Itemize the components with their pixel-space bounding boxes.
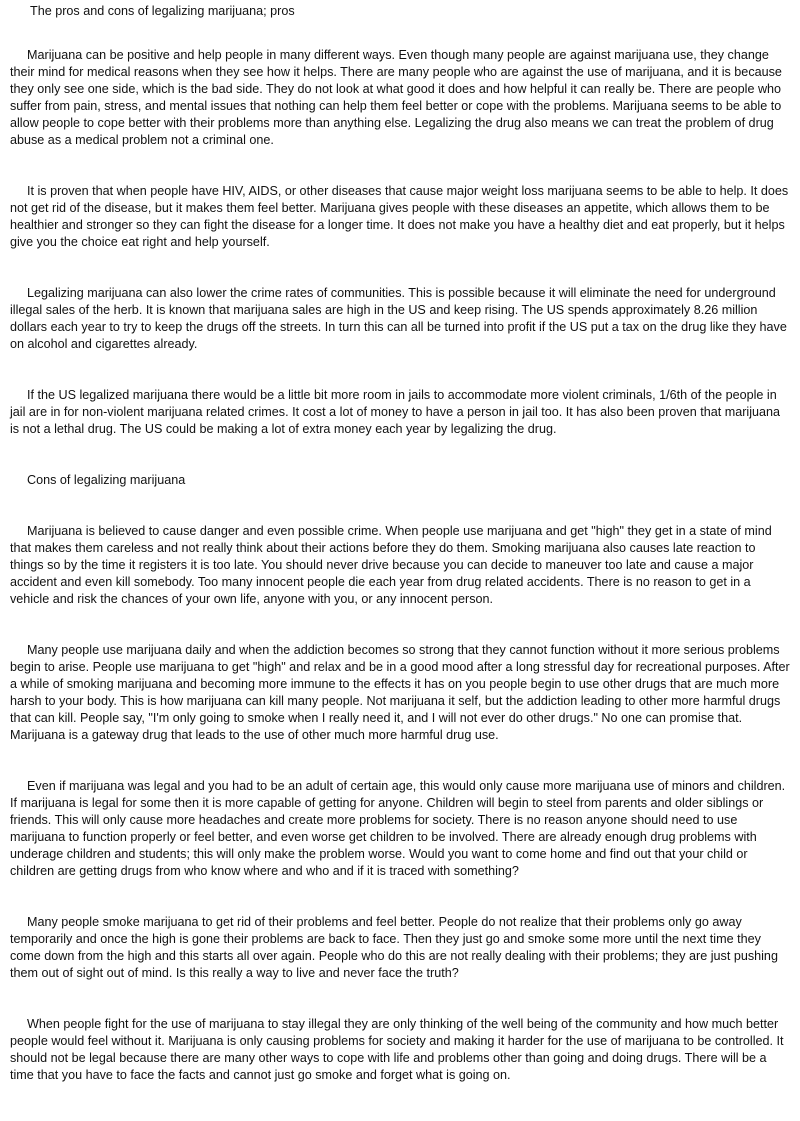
spacer bbox=[10, 744, 792, 778]
cons-paragraph-4: Many people smoke marijuana to get rid of their problems and feel better. People do not realize that their problems only go away temporarily and once the high is gone their problems are back to face. Then they just go and smoke some more until the next time they come down from the high and this starts all over again. People who do this are not really dealing with their problems; they are just pushing them out of sight out of mind. Is this really a way to live and never face the truth? bbox=[10, 915, 778, 980]
spacer bbox=[10, 438, 792, 472]
pros-paragraph-3: Legalizing marijuana can also lower the crime rates of communities. This is possible because it will eliminate the need for underground illegal sales of the herb. It is known that marijuana sales are high in the US and keep rising. The US spends approximately 8.26 million dollars each year to try to keep the drugs off the streets. In turn this can all be turned into profit if the US put a tax on the drug like they have on alcohol and cigarettes already. bbox=[10, 286, 787, 351]
pros-paragraph-2: It is proven that when people have HIV, AIDS, or other diseases that cause major weight loss marijuana seems to be able to help. It does not get rid of the disease, but it makes them feel better. Marijuana gives people with these diseases an appetite, which allows them to be healthier and stronger so they can fight the disease for a longer time. It does not make you have a healthy diet and eat properly, but it helps give you the choice eat right and help yourself. bbox=[10, 184, 789, 249]
essay-page bbox=[10, 0, 792, 1084]
cons-heading: Cons of legalizing marijuana bbox=[27, 473, 186, 487]
cons-paragraph-2: Many people use marijuana daily and when the addiction becomes so strong that they cannot function without it more serious problems begin to arise. People use marijuana to get "high" and relax and be in a good mood after a long stressful day for recreational purposes. After a while of smoking marijuana and becoming more immune to the effects it has on you people begin to use other drugs that are much more harsh to your body. This is how marijuana can kill many people. Not marijuana it self, but the addiction leading to other more harmful drugs that can kill. People say, "I'm only going to smoke when I really need it, and I will not ever do other drugs." No one can promise that. Marijuana is a gateway drug that leads to the use of other much more harmful drug use. bbox=[10, 643, 790, 742]
spacer bbox=[10, 982, 792, 1016]
spacer bbox=[10, 251, 792, 285]
spacer bbox=[10, 489, 792, 523]
cons-paragraph-3: Even if marijuana was legal and you had to be an adult of certain age, this would only cause more marijuana use of minors and children. If marijuana is legal for some then it is more capable of getting for anyone. Children will begin to steel from parents and older siblings or friends. This will only cause more headaches and create more problems for society. There is no reason anyone should need to use marijuana to function properly or feel better, and even worse get children to be involved. There are already enough drug problems with underage children and students; this will only make the problem worse. Would you want to come home and find out that your child or children are getting drugs from who know where and who and if it is traced with something? bbox=[10, 779, 786, 878]
cons-paragraph-5: When people fight for the use of marijuana to stay illegal they are only thinking of the well being of the community and how much better people would feel without it. Marijuana is only causing problems for society and making it harder for the use of marijuana to be controlled. It should not be legal because there are many other ways to cope with life and problems other than going and doing drugs. There will be a time that you have to face the facts and cannot just go smoke and forget what is going on. bbox=[10, 1017, 784, 1082]
pros-paragraph-1: Marijuana can be positive and help people in many different ways. Even though many people are against marijuana use, they change their mind for medical reasons when they see how it helps. There are many people who are against the use of marijuana, and it is because they only see one side, which is the bad side. They do not look at what good it does and how helpful it can really be. There are people who suffer from pain, stress, and mental issues that nothing can help them feel better or cope with the problems. Marijuana seems to be able to allow people to cope better with their problems more than anything else. Legalizing the drug also means we can treat the problem of drug abuse as a medical problem not a criminal one. bbox=[10, 48, 782, 147]
spacer bbox=[10, 880, 792, 914]
spacer bbox=[10, 353, 792, 387]
page-title: The pros and cons of legalizing marijuana; pros bbox=[30, 4, 295, 18]
pros-paragraph-4: If the US legalized marijuana there would be a little bit more room in jails to accommodate more violent criminals, 1/6th of the people in jail are in for non-violent marijuana related crimes. It cost a lot of money to have a person in jail too. It has also been proven that marijuana is not a lethal drug. The US could be making a lot of extra money each year by legalizing the drug. bbox=[10, 388, 781, 436]
spacer bbox=[10, 20, 792, 47]
spacer bbox=[10, 608, 792, 642]
cons-paragraph-1: Marijuana is believed to cause danger and even possible crime. When people use marijuana and get "high" they get in a state of mind that makes them careless and not really think about their actions before they do them. Smoking marijuana also causes late reaction to things so by the time it registers it is too late. You should never drive because you can decide to maneuver too late and cause a major accident and even kill somebody. Too many innocent people die each year from drug related accidents. There is no reason to get in a vehicle and risk the chances of your own life, anyone with you, or any innocent person. bbox=[10, 524, 772, 606]
spacer bbox=[10, 149, 792, 183]
